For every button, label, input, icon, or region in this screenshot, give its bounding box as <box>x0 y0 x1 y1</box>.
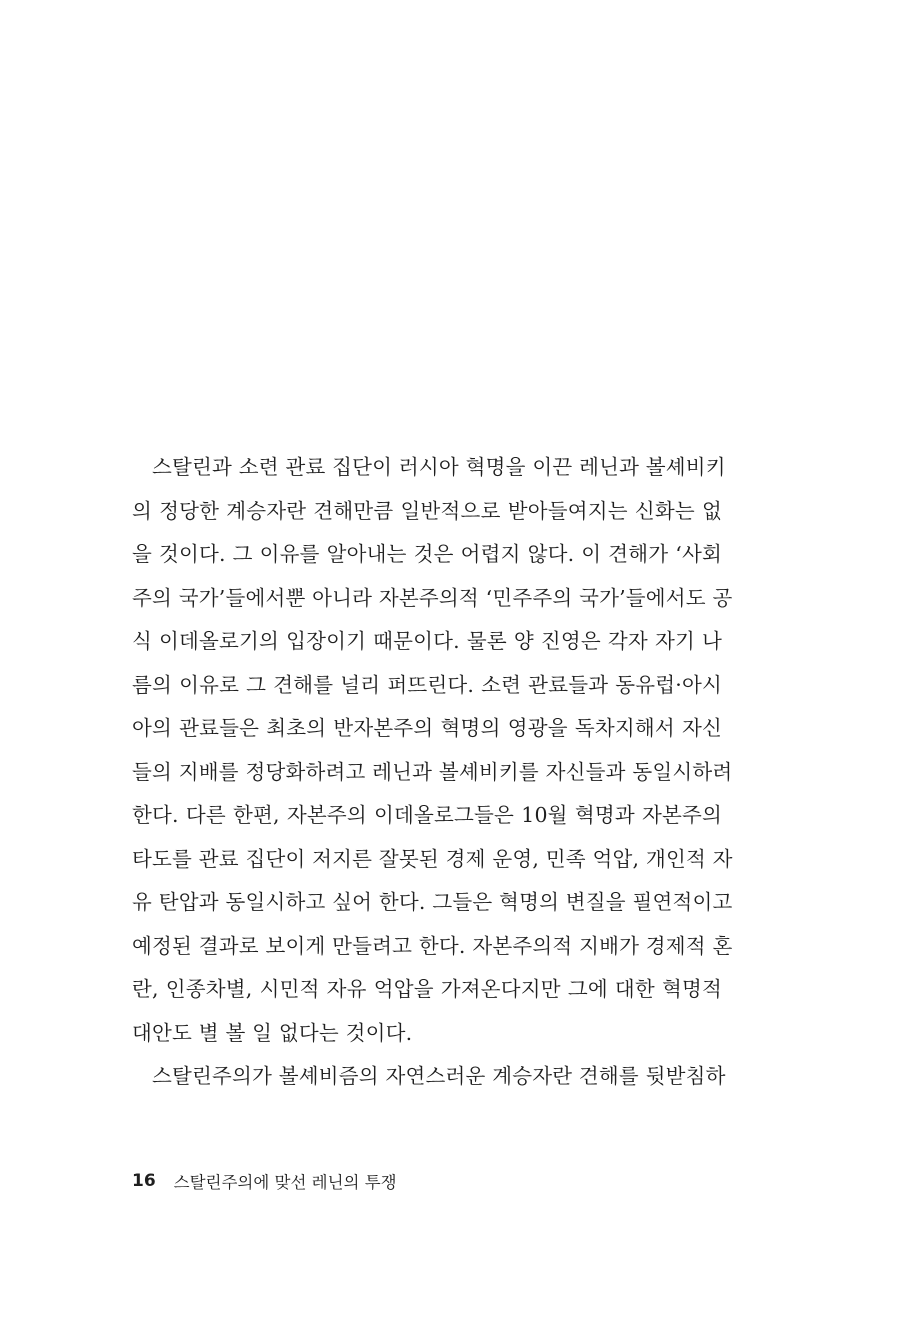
text-line: 름의 이유로 그 견해를 널리 퍼뜨린다. 소련 관료들과 동유럽·아시 <box>132 672 722 697</box>
body-text <box>132 446 733 1099</box>
text-line: 식 이데올로기의 입장이기 때문이다. 물론 양 진영은 각자 자기 나 <box>132 629 722 653</box>
text-line: 의 정당한 계승자란 견해만큼 일반적으로 받아들여지는 신화는 없 <box>132 498 722 523</box>
text-line: 스탈린과 소련 관료 집단이 러시아 혁명을 이끈 레닌과 볼셰비키 <box>152 455 726 479</box>
text-line: 아의 관료들은 최초의 반자본주의 혁명의 영광을 독차지해서 자신 <box>132 716 722 740</box>
text-line: 란, 인종차별, 시민적 자유 억압을 가져온다지만 그에 대한 혁명적 <box>132 977 722 1001</box>
text-line: 들의 지배를 정당화하려고 레닌과 볼셰비키를 자신들과 동일시하려 <box>132 759 733 784</box>
text-line: 을 것이다. 그 이유를 알아내는 것은 어렵지 않다. 이 견해가 ‘사회 <box>132 542 722 566</box>
text-line: 타도를 관료 집단이 저지른 잘못된 경제 운영, 민족 억압, 개인적 자 <box>132 846 733 871</box>
text-line: 한다. 다른 한편, 자본주의 이데올로그들은 10월 혁명과 자본주의 <box>132 803 722 827</box>
page-footer <box>132 1166 397 1196</box>
text-line: 유 탄압과 동일시하고 싶어 한다. 그들은 혁명의 변질을 필연적이고 <box>132 890 733 914</box>
text-line: 대안도 별 볼 일 없다는 것이다. <box>132 1020 413 1045</box>
text-line: 스탈린주의가 볼셰비즘의 자연스러운 계승자란 견해를 뒷받침하 <box>152 1064 726 1088</box>
page-number: 16 <box>132 1171 156 1191</box>
text-line: 주의 국가’들에서뿐 아니라 자본주의적 ‘민주주의 국가’들에서도 공 <box>132 585 733 610</box>
text-line: 예정된 결과로 보이게 만들려고 한다. 자본주의적 지배가 경제적 혼 <box>132 933 733 958</box>
running-title: 스탈린주의에 맞선 레닌의 투쟁 <box>173 1173 397 1192</box>
